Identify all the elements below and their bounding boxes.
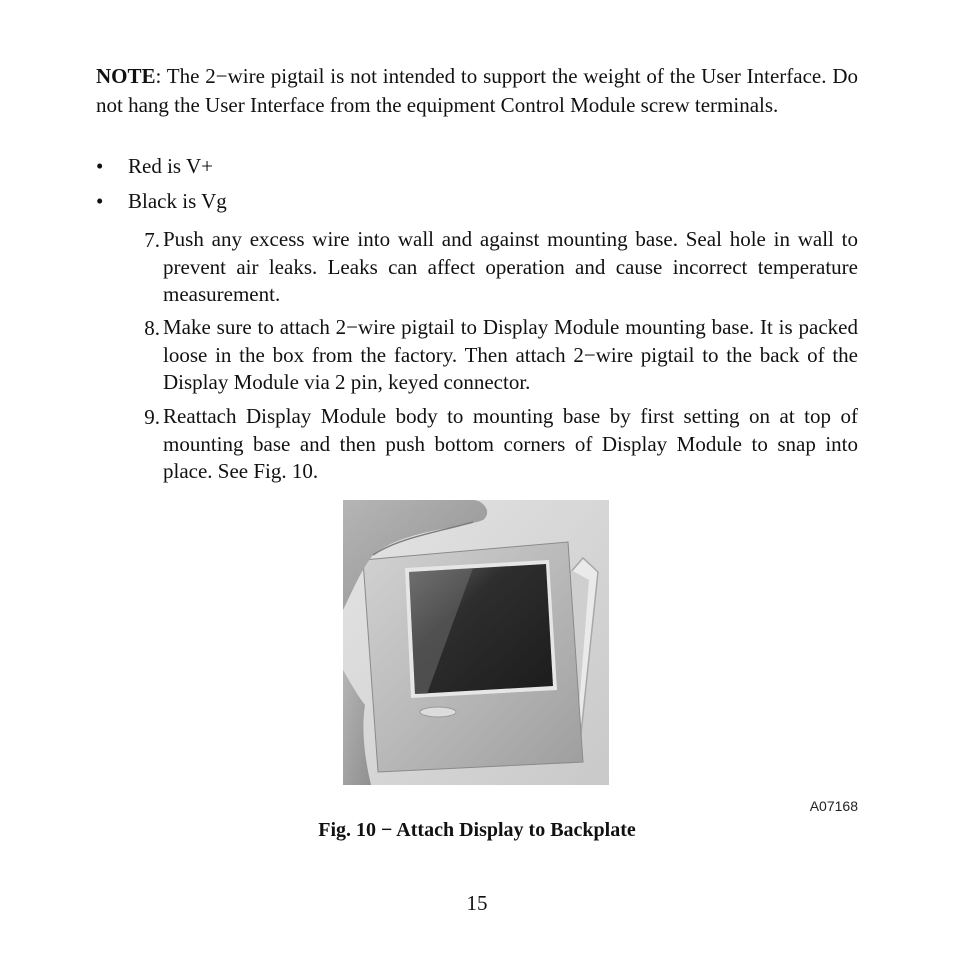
step-text: Make sure to attach 2−wire pigtail to Display Module mounting base. It is packed loose in the box from the factory. Then attach 2−wire pigtail to the back of the Display Module via 2 pin, keyed connector. bbox=[163, 315, 858, 394]
display-module-illustration bbox=[343, 500, 609, 785]
note-text: : The 2−wire pigtail is not intended to support the weight of the User Interface. Do not hang the User Interface from the equipment Control Module screw terminals. bbox=[96, 64, 858, 117]
bullet-symbol: • bbox=[96, 154, 104, 178]
bullet-text: Black is Vg bbox=[128, 189, 227, 213]
figure-code: A07168 bbox=[809, 798, 858, 814]
step-number: 8. bbox=[144, 316, 160, 340]
note-label: NOTE bbox=[96, 64, 156, 88]
step-text: Reattach Display Module body to mounting base by first setting on at top of mounting base and then push bottom corners of Display Module to snap into place. See Fig. 10. bbox=[163, 404, 858, 483]
step-number: 7. bbox=[144, 228, 160, 252]
step-number: 9. bbox=[144, 405, 160, 429]
note-paragraph bbox=[96, 62, 858, 120]
bullet-symbol: • bbox=[96, 189, 104, 213]
figure-caption: Fig. 10 − Attach Display to Backplate bbox=[318, 819, 636, 841]
step-text: Push any excess wire into wall and against mounting base. Seal hole in wall to prevent air leaks. Leaks can affect operation and cause incorrect temperature measurement. bbox=[163, 227, 858, 306]
bullet-text: Red is V+ bbox=[128, 154, 213, 178]
figure-photo bbox=[343, 500, 609, 785]
page-number: 15 bbox=[466, 891, 488, 915]
